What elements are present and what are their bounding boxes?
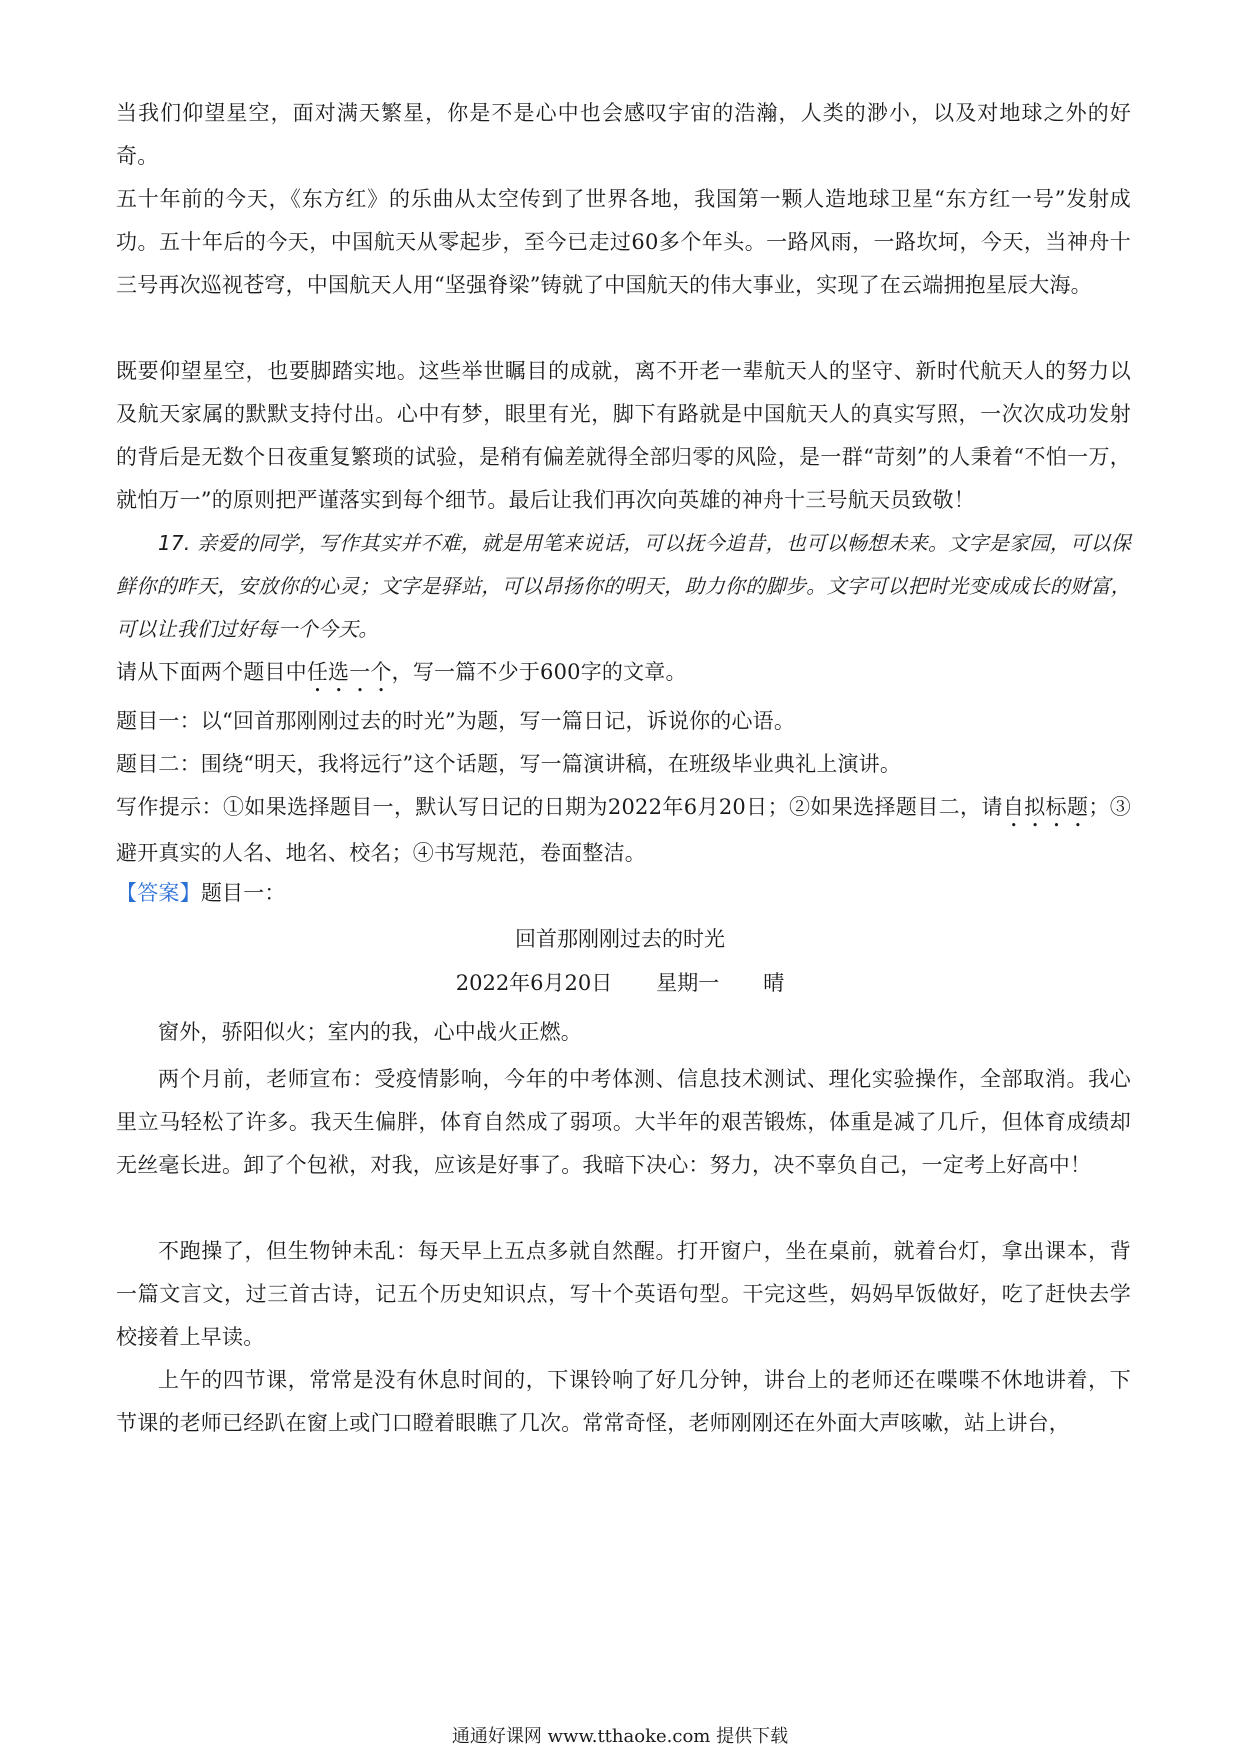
question-requirement xyxy=(116,651,1131,697)
essay-date-line xyxy=(0,967,1240,997)
essay-paragraph-1: 窗外，骄阳似火；室内的我，心中战火正燃。 xyxy=(158,1020,582,1044)
requirement-text-before: 请从下面两个题目中 xyxy=(116,660,307,684)
topic-one: 题目一：以“回首那刚刚过去的时光”为题，写一篇日记，诉说你的心语。 xyxy=(116,709,796,733)
essay-weekday: 星期一 xyxy=(656,971,720,995)
passage-paragraph-2: 五十年前的今天，《东方红》的乐曲从太空传到了世界各地，我国第一颗人造地球卫星“东方红一号”发射成功。五十年后的今天，中国航天从零起步，至今已走过60多个年头。一路风雨，一路坎坷，今天，当神舟十三号再次巡视苍穹，中国航天人用“坚强脊梁”铸就了中国航天的伟大事业，实现了在云端拥抱星辰大海。 xyxy=(116,187,1131,297)
requirement-emphasis: 任选一个 xyxy=(306,660,392,684)
passage-paragraph-3: 既要仰望星空，也要脚踏实地。这些举世瞩目的成就，离不开老一辈航天人的坚守、新时代航天人的努力以及航天家属的默默支持付出。心中有梦，眼里有光，脚下有路就是中国航天人的真实写照，一次次成功发射的背后是无数个日夜重复繁琐的试验，是稍有偏差就得全部归零的风险，是一群“苛刻”的人秉着“不怕一万，就怕万一”的原则把严谨落实到每个细节。最后让我们再次向英雄的神舟十三号航天员致敬！ xyxy=(116,359,1131,512)
essay-weather: 晴 xyxy=(763,971,785,995)
question-17-intro: 17. 亲爱的同学，写作其实并不难，就是用笔来说话，可以抚今追昔，也可以畅想未来。文字是家园，可以保鲜你的昨天，安放你的心灵；文字是驿站，可以昂扬你的明天，助力你的脚步。文字可以把时光变成成长的财富，可以让我们过好每一个今天。 xyxy=(116,531,1131,641)
essay-paragraph-2: 两个月前，老师宣布：受疫情影响，今年的中考体测、信息技术测试、理化实验操作，全部取消。我心里立马轻松了许多。我天生偏胖，体育自然成了弱项。大半年的艰苦锻炼，体重是减了几斤，但体育成绩却无丝毫长进。卸了个包袱，对我，应该是好事了。我暗下决心：努力，决不辜负自己，一定考上好高中！ xyxy=(116,1067,1131,1177)
writing-tips xyxy=(116,786,1131,875)
tips-text-after: ；③避开真实的人名、地名、校名；④书写规范，卷面整洁。 xyxy=(116,795,1131,865)
tips-text-before: 写作提示：①如果选择题目一，默认写日记的日期为2022年6月20日；②如果选择题目二，请 xyxy=(116,795,1003,819)
page-footer: 通通好课网 www.tthaoke.com 提供下载 xyxy=(451,1726,789,1747)
answer-header xyxy=(116,872,1131,915)
tips-emphasis: 自拟标题 xyxy=(1002,795,1089,819)
essay-title: 回首那刚刚过去的时光 xyxy=(515,927,725,951)
requirement-text-after: ，写一篇不少于600字的文章。 xyxy=(391,660,687,684)
topic-two: 题目二：围绕“明天，我将远行”这个话题，写一篇演讲稿，在班级毕业典礼上演讲。 xyxy=(116,752,902,776)
answer-label: 题目一： xyxy=(200,881,286,905)
essay-date: 2022年6月20日 xyxy=(455,971,613,995)
essay-paragraph-4: 上午的四节课，常常是没有休息时间的，下课铃响了好几分钟，讲台上的老师还在喋喋不休地讲着，下节课的老师已经趴在窗上或门口瞪着眼瞧了几次。常常奇怪，老师刚刚还在外面大声咳嗽，站上讲台， xyxy=(116,1368,1131,1435)
passage-paragraph-1: 当我们仰望星空，面对满天繁星，你是不是心中也会感叹宇宙的浩瀚，人类的渺小，以及对地球之外的好奇。 xyxy=(116,101,1131,168)
essay-paragraph-3: 不跑操了，但生物钟未乱：每天早上五点多就自然醒。打开窗户，坐在桌前，就着台灯，拿出课本，背一篇文言文，过三首古诗，记五个历史知识点，写十个英语句型。干完这些，妈妈早饭做好，吃了赶快去学校接着上早读。 xyxy=(116,1239,1131,1349)
answer-tag: 【答案】 xyxy=(116,881,201,905)
